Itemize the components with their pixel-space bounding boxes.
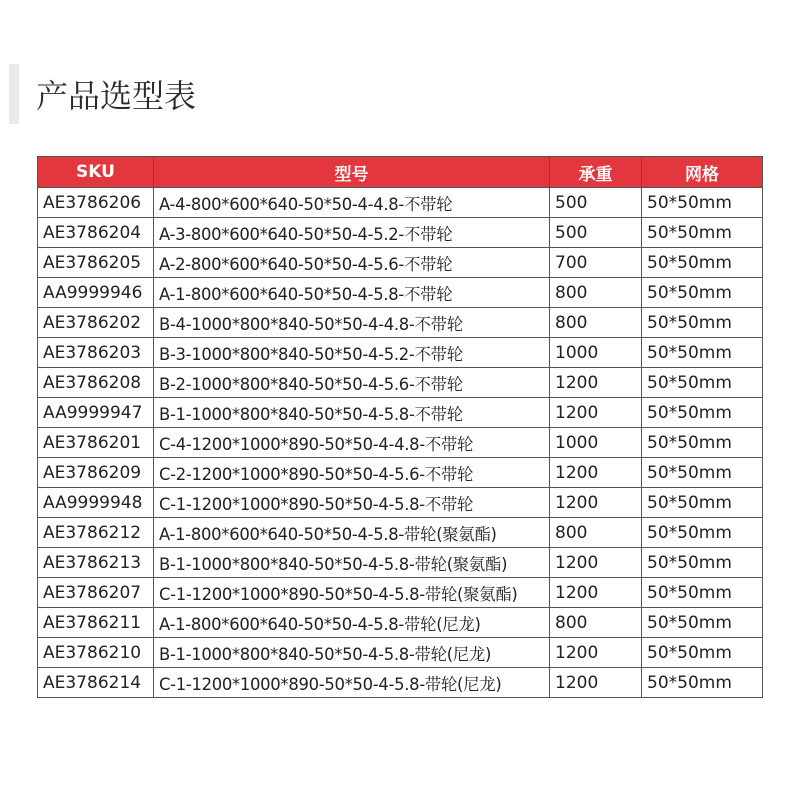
title-accent-bar (9, 64, 19, 124)
cell-model: C-1-1200*1000*890-50*50-4-5.8-不带轮 (154, 488, 550, 518)
table-row (38, 428, 763, 458)
cell-sku: AE3786207 (38, 578, 154, 608)
cell-sku: AA9999947 (38, 398, 154, 428)
table-row (38, 638, 763, 668)
cell-load-capacity: 1200 (550, 488, 642, 518)
cell-sku: AA9999946 (38, 278, 154, 308)
cell-load-capacity: 1000 (550, 428, 642, 458)
cell-mesh: 50*50mm (642, 668, 763, 698)
cell-model: C-1-1200*1000*890-50*50-4-5.8-带轮(聚氨酯) (154, 578, 550, 608)
cell-model: B-1-1000*800*840-50*50-4-5.8-带轮(尼龙) (154, 638, 550, 668)
table-row (38, 548, 763, 578)
cell-model: C-1-1200*1000*890-50*50-4-5.8-带轮(尼龙) (154, 668, 550, 698)
cell-sku: AE3786211 (38, 608, 154, 638)
cell-model: B-3-1000*800*840-50*50-4-5.2-不带轮 (154, 338, 550, 368)
cell-load-capacity: 1200 (550, 398, 642, 428)
cell-sku: AE3786204 (38, 218, 154, 248)
cell-sku: AE3786206 (38, 188, 154, 218)
cell-sku: AE3786203 (38, 338, 154, 368)
table-row (38, 578, 763, 608)
cell-load-capacity: 1200 (550, 668, 642, 698)
cell-model: B-4-1000*800*840-50*50-4-4.8-不带轮 (154, 308, 550, 338)
table-row (38, 338, 763, 368)
cell-load-capacity: 1200 (550, 578, 642, 608)
cell-mesh: 50*50mm (642, 278, 763, 308)
table-row (38, 518, 763, 548)
table-row (38, 308, 763, 338)
table-row (38, 218, 763, 248)
cell-sku: AE3786210 (38, 638, 154, 668)
cell-sku: AE3786202 (38, 308, 154, 338)
header-sku: SKU (38, 157, 154, 188)
cell-sku: AA9999948 (38, 488, 154, 518)
cell-load-capacity: 800 (550, 518, 642, 548)
cell-load-capacity: 500 (550, 218, 642, 248)
cell-load-capacity: 800 (550, 608, 642, 638)
cell-model: A-1-800*600*640-50*50-4-5.8-不带轮 (154, 278, 550, 308)
cell-model: A-1-800*600*640-50*50-4-5.8-带轮(尼龙) (154, 608, 550, 638)
cell-mesh: 50*50mm (642, 638, 763, 668)
cell-load-capacity: 1200 (550, 548, 642, 578)
cell-sku: AE3786205 (38, 248, 154, 278)
cell-mesh: 50*50mm (642, 188, 763, 218)
cell-sku: AE3786212 (38, 518, 154, 548)
cell-load-capacity: 1200 (550, 458, 642, 488)
cell-mesh: 50*50mm (642, 488, 763, 518)
cell-load-capacity: 700 (550, 248, 642, 278)
cell-sku: AE3786201 (38, 428, 154, 458)
cell-mesh: 50*50mm (642, 248, 763, 278)
table-row (38, 188, 763, 218)
table-row (38, 368, 763, 398)
header-mesh: 网格 (642, 157, 763, 188)
cell-model: B-2-1000*800*840-50*50-4-5.6-不带轮 (154, 368, 550, 398)
cell-load-capacity: 1200 (550, 368, 642, 398)
table-row (38, 278, 763, 308)
cell-model: A-1-800*600*640-50*50-4-5.8-带轮(聚氨酯) (154, 518, 550, 548)
table-header-row (38, 157, 763, 188)
page-title: 产品选型表 (36, 77, 197, 115)
cell-model: A-3-800*600*640-50*50-4-5.2-不带轮 (154, 218, 550, 248)
cell-load-capacity: 500 (550, 188, 642, 218)
cell-mesh: 50*50mm (642, 518, 763, 548)
cell-mesh: 50*50mm (642, 368, 763, 398)
cell-load-capacity: 1000 (550, 338, 642, 368)
cell-sku: AE3786209 (38, 458, 154, 488)
table-row (38, 398, 763, 428)
cell-load-capacity: 1200 (550, 638, 642, 668)
cell-model: A-2-800*600*640-50*50-4-5.6-不带轮 (154, 248, 550, 278)
header-model: 型号 (154, 157, 550, 188)
cell-load-capacity: 800 (550, 278, 642, 308)
cell-model: B-1-1000*800*840-50*50-4-5.8-不带轮 (154, 398, 550, 428)
cell-model: C-4-1200*1000*890-50*50-4-4.8-不带轮 (154, 428, 550, 458)
cell-mesh: 50*50mm (642, 608, 763, 638)
table-body (38, 188, 763, 698)
cell-mesh: 50*50mm (642, 398, 763, 428)
cell-mesh: 50*50mm (642, 308, 763, 338)
table-row (38, 488, 763, 518)
cell-mesh: 50*50mm (642, 428, 763, 458)
cell-mesh: 50*50mm (642, 458, 763, 488)
cell-mesh: 50*50mm (642, 548, 763, 578)
cell-mesh: 50*50mm (642, 218, 763, 248)
cell-load-capacity: 800 (550, 308, 642, 338)
cell-sku: AE3786208 (38, 368, 154, 398)
cell-model: A-4-800*600*640-50*50-4-4.8-不带轮 (154, 188, 550, 218)
table-row (38, 458, 763, 488)
cell-sku: AE3786213 (38, 548, 154, 578)
cell-sku: AE3786214 (38, 668, 154, 698)
cell-mesh: 50*50mm (642, 578, 763, 608)
table-row (38, 668, 763, 698)
header-load-capacity: 承重 (550, 157, 642, 188)
table-row (38, 608, 763, 638)
product-selection-table (37, 156, 763, 698)
cell-mesh: 50*50mm (642, 338, 763, 368)
cell-model: B-1-1000*800*840-50*50-4-5.8-带轮(聚氨酯) (154, 548, 550, 578)
cell-model: C-2-1200*1000*890-50*50-4-5.6-不带轮 (154, 458, 550, 488)
table-row (38, 248, 763, 278)
